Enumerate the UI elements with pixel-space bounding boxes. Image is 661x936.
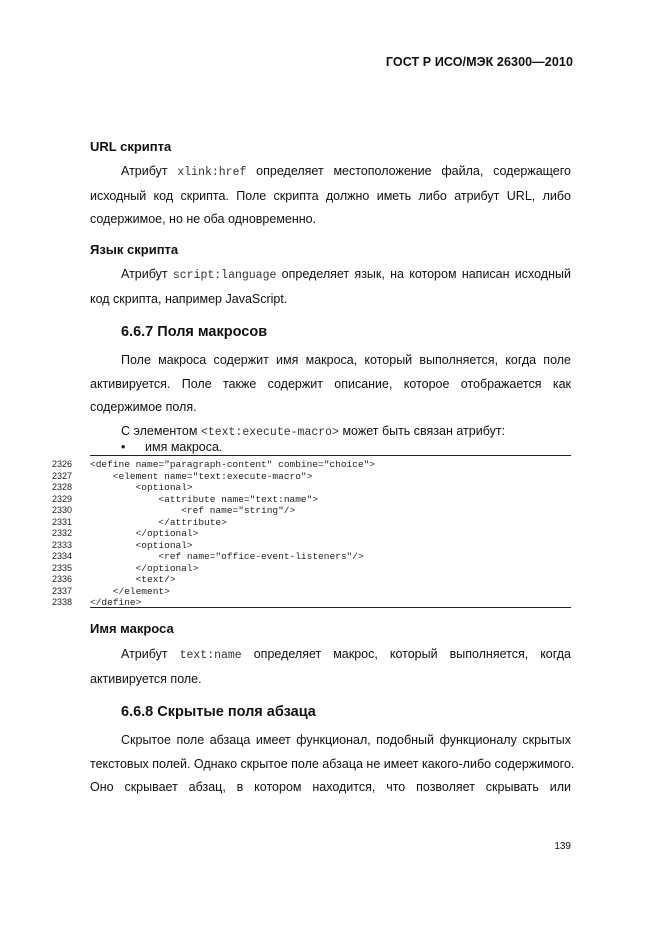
paragraph-line: активируется. Поле также содержит описание, которое отображается как xyxy=(90,376,571,391)
code-line: <ref name="office-event-listeners"/> xyxy=(90,551,364,562)
code-line: <text/> xyxy=(90,574,176,585)
code-line-number: 2333 xyxy=(52,539,73,550)
paragraph-macro-name xyxy=(90,643,571,691)
heading-hidden-paragraph-fields: 6.6.8 Скрытые поля абзаца xyxy=(121,704,316,720)
paragraph-macro-fields xyxy=(90,349,571,444)
inline-code: script:language xyxy=(172,269,277,282)
code-line-number: 2335 xyxy=(52,562,73,573)
code-line-number: 2337 xyxy=(52,585,73,596)
paragraph-line: Атрибут xlink:href определяет местоположение файла, содержащего xyxy=(121,164,572,179)
paragraph-script-language xyxy=(90,263,571,311)
paragraph-line: содержимое, но не оба одновременно. xyxy=(90,212,317,226)
paragraph-line: исходный код скрипта. Поле скрипта должно иметь либо атрибут URL, либо xyxy=(90,188,571,203)
inline-code: text:name xyxy=(179,649,242,662)
heading-url-script: URL скрипта xyxy=(90,139,172,154)
paragraph-url-script xyxy=(90,160,571,232)
paragraph-line: активируется поле. xyxy=(90,671,202,686)
code-line-number: 2328 xyxy=(52,482,73,492)
heading-macro-fields: 6.6.7 Поля макросов xyxy=(121,324,268,340)
paragraph-line: содержимое поля. xyxy=(90,400,197,414)
code-line-number: 2334 xyxy=(52,551,73,561)
bullet-icon: • xyxy=(121,440,126,454)
code-line-number: 2327 xyxy=(52,470,73,481)
paragraph-line: текстовых полей. Однако скрытое поле абзаца не имеет какого-либо содержимого. xyxy=(90,756,575,771)
code-line-number: 2332 xyxy=(52,528,73,538)
inline-code: <text:execute-macro> xyxy=(200,425,339,439)
paragraph-line: код скрипта, например JavaScript. xyxy=(90,291,288,306)
inline-code: xlink:href xyxy=(177,166,247,179)
code-line: </attribute> xyxy=(90,516,227,528)
code-line: <optional> xyxy=(90,482,193,493)
code-line-number: 2326 xyxy=(52,459,73,469)
code-line: </optional> xyxy=(90,528,199,539)
code-line-number: 2329 xyxy=(52,493,73,504)
paragraph-line: Оно скрывает абзац, в котором находится, что позволяет скрывать или xyxy=(90,780,571,794)
paragraph-line: Поле макроса содержит имя макроса, который выполняется, когда поле xyxy=(121,353,571,367)
heading-script-language: Язык скрипта xyxy=(90,242,179,257)
code-line: </define> xyxy=(90,597,142,608)
code-line: <optional> xyxy=(90,539,193,551)
paragraph-line: С элементом <text:execute-macro> может быть связан атрибут: xyxy=(121,423,506,439)
code-line: <define name="paragraph-content" combine="choice"> xyxy=(90,459,376,470)
paragraph-hidden-fields xyxy=(90,729,575,800)
document-header: ГОСТ Р ИСО/МЭК 26300—2010 xyxy=(385,55,573,69)
paragraph-line: Атрибут script:language определяет язык, на котором написан исходный xyxy=(121,267,571,282)
code-line-number: 2331 xyxy=(52,516,73,527)
paragraph-line: Скрытое поле абзаца имеет функционал, подобный функционалу скрытых xyxy=(121,733,571,747)
code-line-number: 2338 xyxy=(52,597,73,607)
code-line: </optional> xyxy=(90,562,199,574)
code-line: <element name="text:execute-macro"> xyxy=(90,470,313,482)
code-line: </element> xyxy=(90,585,170,597)
code-line-number: 2336 xyxy=(52,574,73,584)
bullet-item: • имя макроса. xyxy=(121,440,223,454)
code-line-number: 2330 xyxy=(52,505,73,515)
heading-macro-name: Имя макроса xyxy=(90,621,174,636)
code-line: <ref name="string"/> xyxy=(90,505,296,516)
paragraph-line: Атрибут text:name определяет макрос, который выполняется, когда xyxy=(121,647,572,662)
code-line: <attribute name="text:name"> xyxy=(90,493,319,505)
page-number: 139 xyxy=(554,841,571,852)
